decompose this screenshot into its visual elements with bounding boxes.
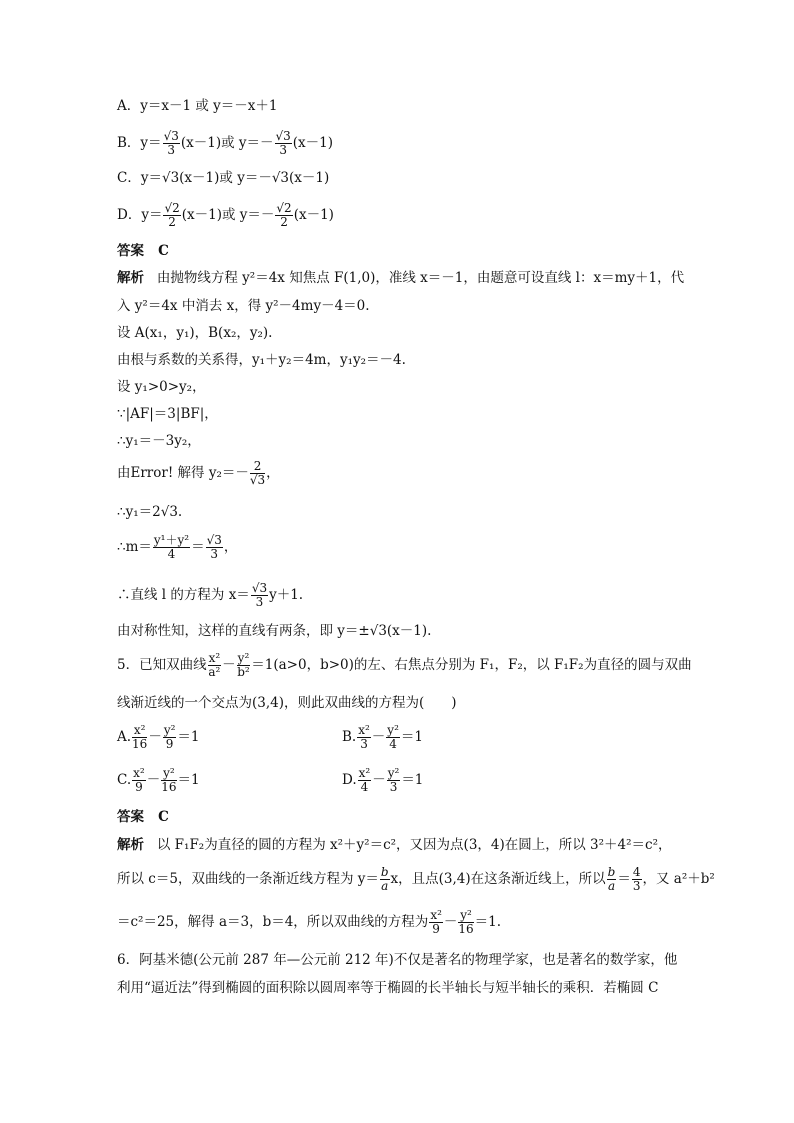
fraction (132, 724, 147, 751)
question-text: － (222, 657, 236, 673)
option-text: (x－1)或 y＝－ (181, 207, 275, 223)
numerator: b (607, 865, 616, 879)
fraction (386, 724, 400, 751)
analysis-text: ＝ (617, 871, 631, 887)
numerator: y² (460, 908, 472, 922)
numerator: √3 (275, 129, 291, 143)
denominator: 3 (167, 143, 176, 157)
denominator: 9 (165, 737, 174, 751)
q4-analysis-line-10 (117, 530, 237, 564)
numerator: y² (163, 723, 176, 737)
numerator: √2 (276, 201, 292, 215)
denominator: 2 (168, 215, 176, 229)
denominator: 16 (161, 780, 177, 794)
option-text: (x－1) (293, 207, 334, 223)
q5-option-c: C. $\frac{\text{x²}}{9}$ － $\frac{\text{y²}}{16}$ ＝1 (117, 766, 200, 794)
denominator: 3 (255, 595, 264, 609)
q5-option-d: D. $\frac{\text{x²}}{4}$ － $\frac{\text{y²}}{3}$ ＝1 (342, 766, 424, 794)
analysis-text: 由Error! 解得 y₂＝－ (117, 465, 249, 481)
q5-stem-line-2: 线渐近线的一个交点为(3,4)，则此双曲线的方程为( ) (117, 695, 457, 711)
fraction (132, 767, 146, 794)
denominator: a (381, 879, 389, 893)
numerator: √3 (163, 129, 179, 143)
analysis-text: y＋1. (269, 587, 304, 603)
numerator: x² (133, 723, 146, 737)
denominator: 3 (279, 143, 287, 157)
fraction (387, 767, 401, 794)
option-label: C． (117, 170, 141, 186)
fraction (357, 724, 371, 751)
denominator: 16 (132, 737, 148, 751)
q5-stem-line-1 (117, 648, 692, 682)
analysis-text: ＝1. (474, 914, 502, 930)
fraction (380, 866, 390, 893)
option-text: y＝ (141, 207, 163, 223)
analysis-text: 以 F₁F₂为直径的圆的方程为 x²＋y²＝c²，又因为点(3，4)在圆上，所以 3²＋4²＝c²， (156, 837, 672, 853)
q4-analysis-line-12: 由对称性知，这样的直线有两条，即 y＝±√3(x－1). (117, 623, 432, 639)
numerator: y² (237, 651, 250, 665)
denominator: 9 (135, 780, 143, 794)
denominator: √3 (249, 473, 266, 487)
fraction (358, 767, 372, 794)
fraction (161, 767, 176, 794)
q5-options-row-1 (117, 720, 677, 754)
fraction (163, 202, 180, 229)
q4-option-b (117, 126, 333, 160)
numerator: x² (133, 766, 145, 780)
fraction (206, 534, 223, 561)
fraction (250, 460, 265, 487)
q5-answer (117, 807, 169, 827)
numerator: y² (387, 766, 400, 780)
fraction (153, 534, 190, 561)
q5-option-a: A. $\frac{\text{x²}}{16}$ － $\frac{\text{y²}}{9}$ ＝1 (117, 723, 200, 751)
q4-analysis-line-6: ∵|AF|＝3|BF|， (117, 406, 218, 422)
option-label: C. (117, 772, 132, 788)
analysis-label: 解析 (117, 837, 144, 853)
fraction (607, 866, 617, 893)
option-label: D． (117, 207, 142, 223)
option-text: y＝x－1 或 y＝－x＋1 (140, 98, 278, 114)
q4-analysis-line-3: 设 A(x₁，y₁)，B(x₂，y₂). (117, 325, 273, 341)
question-text: 5．已知双曲线 (117, 657, 207, 673)
option-text: (x－1)或 y＝－ (180, 135, 274, 151)
option-text: ＝1 (177, 772, 200, 788)
answer-value: C (158, 809, 169, 825)
fraction (251, 582, 268, 609)
analysis-label: 解析 (117, 270, 144, 286)
analysis-text: － (443, 914, 458, 930)
denominator: 4 (389, 737, 397, 751)
q4-answer (117, 241, 169, 261)
analysis-text: ＝c²＝25，解得 a＝3，b＝4，所以双曲线的方程为 (117, 914, 429, 930)
denominator: 3 (389, 780, 398, 794)
q6-stem-line-2: 利用“逼近法”得到椭圆的面积除以圆周率等于椭圆的长半轴长与短半轴长的乘积．若椭圆 C (117, 980, 659, 996)
fraction (429, 909, 443, 936)
q4-analysis-line-2: 入 y²＝4x 中消去 x，得 y²－4my－4＝0. (117, 298, 370, 314)
q5-analysis-line-1 (117, 835, 672, 855)
analysis-text: 由抛物线方程 y²＝4x 知焦点 F(1,0)，准线 x＝－1，由题意可设直线 l：x＝my＋1，代 (156, 270, 685, 286)
fraction (275, 130, 292, 157)
option-text: ＝1 (177, 729, 200, 745)
numerator: x² (358, 766, 371, 780)
numerator: y¹＋y² (153, 533, 190, 547)
fraction (632, 866, 642, 893)
option-text: (x－1) (292, 135, 334, 151)
option-label: B． (117, 135, 141, 151)
numerator: 2 (250, 460, 265, 474)
denominator: 3 (632, 879, 641, 893)
analysis-text: ，又 a²＋b² (642, 871, 715, 887)
option-text: ＝1 (401, 772, 424, 788)
q5-analysis-line-2 (117, 862, 715, 896)
fraction (237, 652, 251, 679)
q4-analysis-line-5: 设 y₁>0>y₂， (117, 379, 206, 395)
option-text: ＝1 (400, 729, 423, 745)
fraction (208, 652, 222, 679)
q4-analysis-line-8 (117, 456, 280, 490)
q6-stem-line-1: 6．阿基米德(公元前 287 年—公元前 212 年)不仅是著名的物理学家，也是著名的数学家，他 (117, 952, 678, 968)
denominator: 4 (167, 547, 176, 561)
option-label: D. (342, 772, 357, 788)
numerator: x² (358, 723, 370, 737)
q5-option-b: B. $\frac{\text{x²}}{3}$ － $\frac{\text{y²}}{4}$ ＝1 (342, 723, 423, 751)
q4-analysis-line-4: 由根与系数的关系得，y₁＋y₂＝4m，y₁y₂＝－4. (117, 352, 406, 368)
denominator: a (607, 879, 616, 893)
denominator: 9 (432, 922, 440, 936)
denominator: 4 (360, 780, 369, 794)
denominator: 16 (458, 922, 474, 936)
q5-analysis-line-3 (117, 905, 501, 939)
numerator: 4 (632, 865, 641, 879)
option-label: B. (342, 729, 357, 745)
numerator: √3 (206, 533, 222, 547)
option-text: y＝ (140, 135, 162, 151)
analysis-text: ， (266, 465, 280, 481)
numerator: x² (430, 908, 442, 922)
fraction (275, 202, 292, 229)
denominator: 3 (360, 737, 368, 751)
q4-analysis-line-9: ∴y₁＝2√3. (117, 504, 183, 520)
denominator: b² (237, 665, 250, 679)
numerator: y² (163, 766, 175, 780)
q4-option-a (117, 96, 278, 116)
option-text: y＝√3(x－1)或 y＝－√3(x－1) (140, 170, 330, 186)
q4-analysis-line-7: ∴y₁＝－3y₂， (117, 433, 201, 449)
analysis-text: ∴m＝ (117, 539, 152, 555)
analysis-text: ＝ (191, 539, 205, 555)
answer-label: 答案 (117, 809, 144, 825)
analysis-text: x，且点(3,4)在这条渐近线上，所以 (390, 871, 606, 887)
q5-options-row-2 (117, 763, 677, 797)
analysis-text: 所以 c＝5，双曲线的一条渐近线方程为 y＝ (117, 871, 379, 887)
numerator: b (380, 865, 389, 879)
fraction (458, 909, 473, 936)
q4-analysis-line-11 (117, 578, 303, 612)
fraction (163, 130, 180, 157)
numerator: √2 (164, 201, 180, 215)
option-label: A. (117, 729, 132, 745)
question-text: ＝1(a>0，b>0)的左、右焦点分别为 F₁，F₂，以 F₁F₂为直径的圆与双曲 (251, 657, 692, 673)
numerator: y² (387, 723, 399, 737)
q4-option-c (117, 168, 329, 188)
fraction (163, 724, 177, 751)
answer-label: 答案 (117, 243, 144, 259)
denominator: a² (208, 665, 221, 679)
q4-analysis-line-1 (117, 268, 684, 288)
numerator: √3 (251, 581, 268, 595)
numerator: x² (208, 651, 221, 665)
analysis-text: ， (223, 539, 238, 555)
option-label: A． (117, 98, 141, 114)
analysis-text: ∴直线 l 的方程为 x＝ (117, 587, 250, 603)
denominator: 3 (210, 547, 219, 561)
answer-value: C (158, 243, 169, 259)
q4-option-d (117, 198, 334, 232)
denominator: 2 (280, 215, 288, 229)
